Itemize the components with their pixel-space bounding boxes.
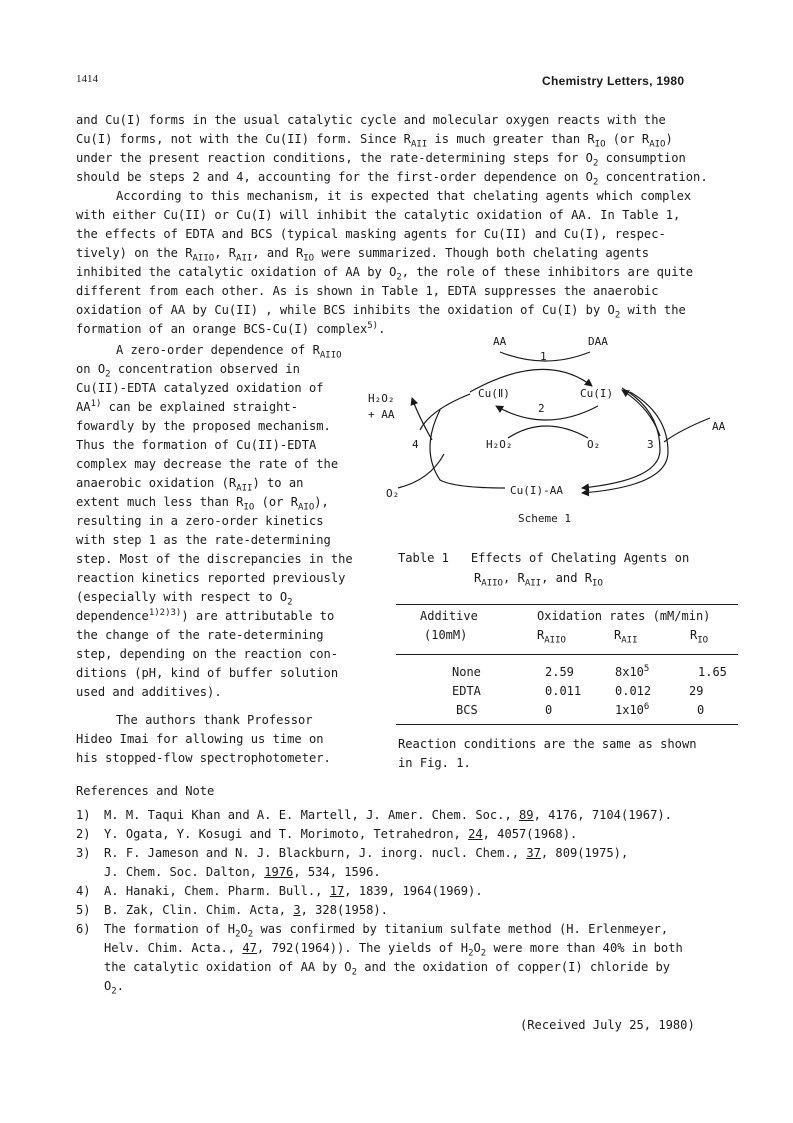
body-line: anaerobic oxidation $(R_{AII})$ to an (76, 476, 304, 494)
body-line: step, depending on the reaction con- (76, 647, 339, 661)
table-cell-rio: 1.65 (698, 665, 727, 679)
body-line: under the present reaction conditions, the rate-determining steps for $O_2$ consumption (76, 151, 686, 169)
table-cell-rio: 29 (689, 684, 704, 698)
scheme-arrow-h2o2-out (412, 398, 432, 440)
reference-entry: Helv. Chim. Acta., 47, 792(1964)). The yields of $H_2O_2$ were more than 40% in both (104, 941, 683, 959)
table-header-rates: Oxidation rates (mM/min) (537, 609, 711, 623)
table-header-raii: $R_{AII}$ (614, 628, 638, 646)
body-line: oxidation of AA by Cu(II) , while BCS inhibits the oxidation of Cu(I) by $O_2$ with the (76, 303, 686, 321)
scheme-label-o2-left: O₂ (386, 487, 400, 500)
body-line: reaction kinetics reported previously (76, 571, 346, 585)
scheme-label-aa-right: AA (712, 420, 726, 433)
table-cell-raii: $1x10^6$ (615, 702, 650, 717)
scheme-arc-step-4-upper (420, 394, 470, 430)
scheme-caption: Scheme 1 (518, 512, 571, 525)
table-header-additive: Additive (420, 609, 478, 623)
table-cell-additive: EDTA (452, 684, 481, 698)
table-cell-raiio: 0.011 (545, 684, 582, 698)
reference-entry: B. Zak, Clin. Chim. Acta, 3, 328(1958). (104, 903, 388, 917)
table-cell-raii: 0.012 (615, 684, 652, 698)
scheme-label-plus-aa: + AA (368, 408, 395, 421)
body-line: (especially with respect to $O_2$ (76, 590, 293, 608)
table-header-raiio: $R_{AIIO}$ (537, 628, 566, 646)
scheme-arc-o2-in (398, 454, 444, 488)
scheme-label-aa-top: AA (493, 335, 507, 348)
body-line: the effects of EDTA and BCS (typical masking agents for Cu(II) and Cu(I), respec- (76, 227, 666, 241)
scheme-label-cu1: Cu(I) (580, 387, 614, 400)
acknowledgement-line: his stopped-flow spectrophotometer. (76, 751, 331, 765)
body-line: ditions (pH, kind of buffer solution (76, 666, 339, 680)
scheme-label-h2o2-left: H₂O₂ (368, 392, 395, 405)
scheme-1-diagram (360, 330, 740, 530)
body-line: the change of the rate-determining (76, 628, 324, 642)
body-line: should be steps 2 and 4, accounting for the first-order dependence on $O_2$ concentration. (76, 170, 708, 188)
scheme-label-daa: DAA (588, 335, 608, 348)
scheme-arc-o2-h2o2 (508, 426, 588, 438)
scheme-label-cu1-aa: Cu(I)-AA (510, 484, 563, 497)
body-line: AA$^{1)}$ can be explained straight- (76, 398, 298, 414)
reference-entry: J. Chem. Soc. Dalton, 1976, 534, 1596. (104, 865, 381, 879)
reference-number: 5) (76, 903, 91, 917)
table-note: Reaction conditions are the same as shown (398, 737, 697, 751)
body-line: A zero-order dependence of $R_{AIIO}$ (116, 343, 342, 361)
table-caption-line-2: $R_{AIIO}$, $R_{AII}$, and $R_{IO}$ (474, 571, 603, 589)
body-line: Thus the formation of Cu(II)-EDTA (76, 438, 317, 452)
reference-entry: The formation of $H_2O_2$ was confirmed by titanium sulfate method (H. Erlenmeyer, (104, 922, 669, 940)
body-line: resulting in a zero-order kinetics (76, 514, 324, 528)
scheme-label-h2o2-mid: H₂O₂ (486, 438, 513, 451)
table-note: in Fig. 1. (398, 756, 471, 770)
table-bottom-rule (396, 724, 738, 725)
body-line: inhibited the catalytic oxidation of AA by $O_2$, the role of these inhibitors are quite (76, 265, 694, 283)
acknowledgement-line: The authors thank Professor (116, 713, 313, 727)
table-cell-additive: BCS (456, 703, 478, 717)
table-cell-raiio: 0 (545, 703, 553, 717)
body-line: used and additives). (76, 685, 222, 699)
body-line: Cu(I) forms, not with the Cu(II) form. Since $R_{AII}$ is much greater than $R_{IO}$ (or $R_{AIO}$) (76, 132, 673, 150)
reference-entry: $O_2$. (104, 979, 124, 997)
reference-number: 6) (76, 922, 91, 936)
scheme-step-4: 4 (412, 438, 419, 451)
reference-number: 4) (76, 884, 91, 898)
scheme-label-o2-mid: O₂ (587, 438, 601, 451)
table-caption: Table 1 Effects of Chelating Agents on (398, 551, 690, 565)
table-header-rio: $R_{IO}$ (690, 628, 709, 646)
reference-entry: A. Hanaki, Chem. Pharm. Bull., 17, 1839, 1964(1969). (104, 884, 483, 898)
table-mid-rule (396, 654, 738, 655)
reference-entry: the catalytic oxidation of AA by $O_2$ and the oxidation of copper(I) chloride by (104, 960, 671, 978)
scheme-label-cu2: Cu(Ⅱ) (478, 387, 510, 400)
body-line: According to this mechanism, it is expected that chelating agents which complex (116, 189, 692, 203)
table-cell-raiio: 2.59 (545, 665, 574, 679)
scheme-step-3: 3 (647, 438, 654, 451)
acknowledgement-line: Hideo Imai for allowing us time on (76, 732, 324, 746)
body-line: with step 1 as the rate-determining (76, 533, 331, 547)
reference-number: 3) (76, 846, 91, 860)
table-cell-raii: $8x10^5$ (615, 664, 650, 679)
table-cell-additive: None (452, 665, 481, 679)
scheme-step-2: 2 (538, 402, 545, 415)
body-line: tively) on the $R_{AIIO}$, $R_{AII}$, and $R_{IO}$ were summarized. Though both chelating agents (76, 246, 650, 264)
table-header-unit: (10mM) (424, 628, 468, 642)
body-line: step. Most of the discrepancies in the (76, 552, 353, 566)
scheme-step-1: 1 (540, 350, 547, 363)
scheme-arrow-cu1-to-cu2 (496, 406, 598, 420)
references-heading: References and Note (76, 784, 215, 798)
reference-entry: R. F. Jameson and N. J. Blackburn, J. inorg. nucl. Chem., 37, 809(1975), (104, 846, 629, 860)
body-line: on $O_2$ concentration observed in (76, 362, 300, 380)
reference-entry: Y. Ogata, Y. Kosugi and T. Morimoto, Tetrahedron, 24, 4057(1968). (104, 827, 578, 841)
page-number: 1414 (76, 73, 98, 85)
scheme-arc-aa-in (664, 418, 710, 442)
body-line: and Cu(I) forms in the usual catalytic cycle and molecular oxygen reacts with the (76, 113, 666, 127)
body-line: dependence$^{1)2)3)}$) are attributable to (76, 607, 335, 623)
table-cell-rio: 0 (697, 703, 705, 717)
reference-entry: M. M. Taqui Khan and A. E. Martell, J. Amer. Chem. Soc., 89, 4176, 7104(1967). (104, 808, 672, 822)
body-line: extent much less than $R_{IO}$ (or $R_{AIO}$), (76, 495, 329, 513)
table-top-rule (396, 604, 738, 605)
body-line: formation of an orange BCS-Cu(I) complex$^{5)}$. (76, 320, 386, 336)
body-line: complex may decrease the rate of the (76, 457, 339, 471)
reference-number: 2) (76, 827, 91, 841)
body-line: with either Cu(II) or Cu(I) will inhibit the catalytic oxidation of AA. In Table 1, (76, 208, 681, 222)
body-line: fowardly by the proposed mechanism. (76, 419, 331, 433)
received-date: (Received July 25, 1980) (520, 1018, 695, 1032)
body-line: Cu(II)-EDTA catalyzed oxidation of (76, 381, 324, 395)
journal-name: Chemistry Letters, 1980 (542, 74, 685, 88)
body-line: different from each other. As is shown in Table 1, EDTA suppresses the anaerobic (76, 284, 659, 298)
reference-number: 1) (76, 808, 91, 822)
